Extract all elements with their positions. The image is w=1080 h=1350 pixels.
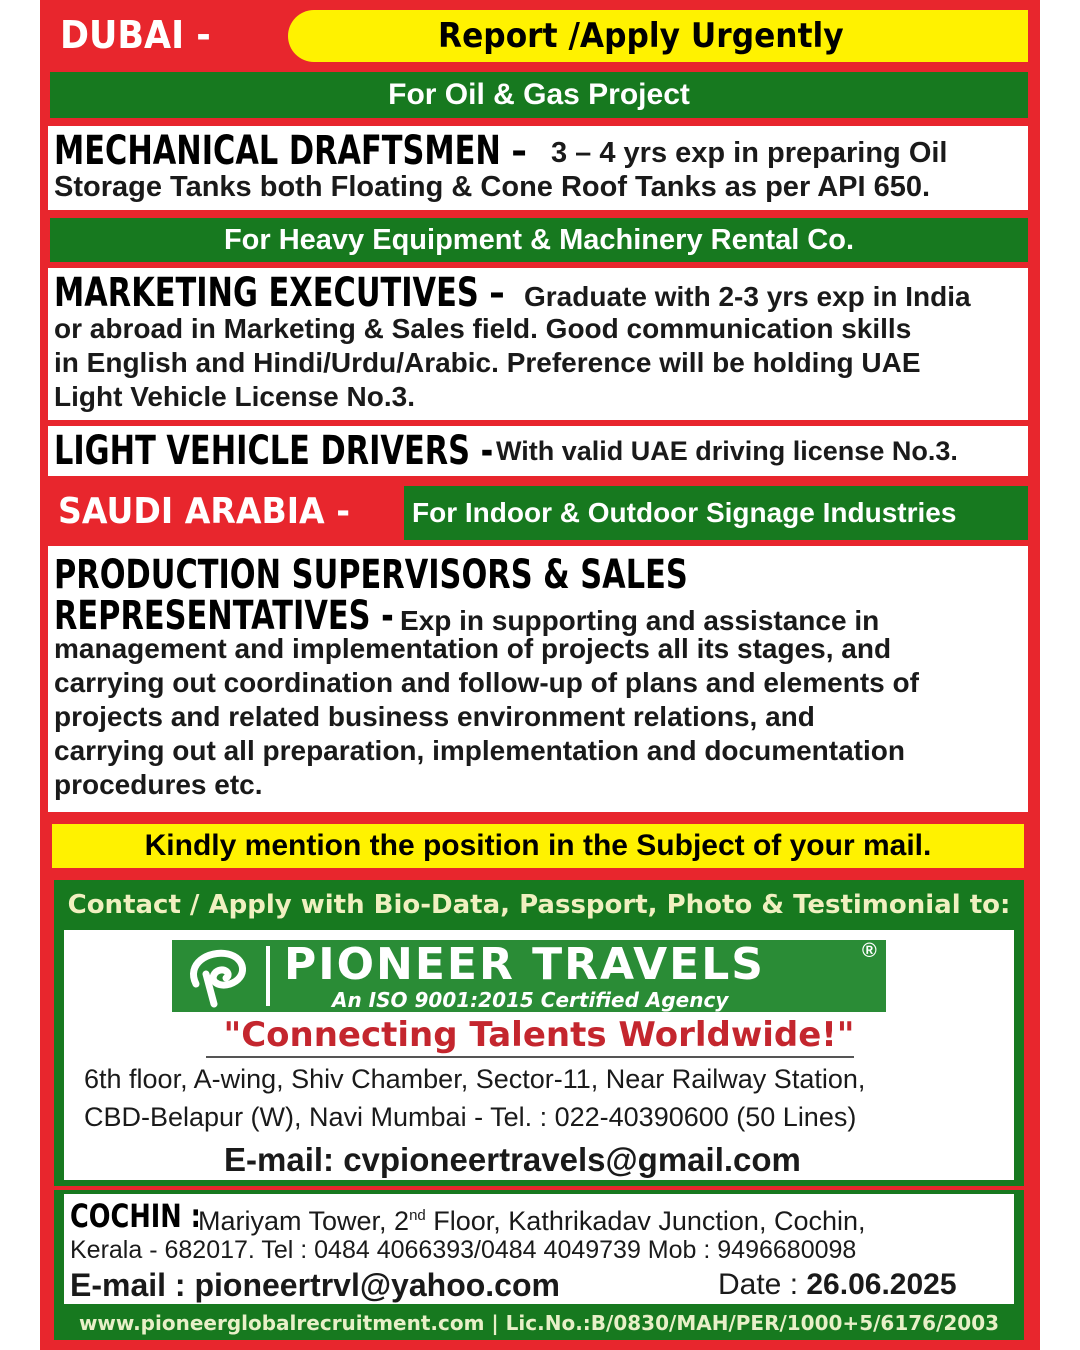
saudi-label: SAUDI ARABIA - [58,491,350,532]
job-desc-line: management and implementation of projects all its stages, and [54,633,892,664]
contact-block [54,880,1024,1186]
dubai-label: DUBAI - [60,13,211,57]
job-card-production-supervisors [48,546,1028,812]
job-desc-line: procedures etc. [54,769,263,800]
date-value: 26.06.2025 [806,1268,957,1301]
job-title: MECHANICAL DRAFTSMEN – [54,128,527,174]
job-card-mechanical-draftsmen [48,126,1028,210]
brand-logo [172,940,886,1012]
date-label: Date : [718,1268,807,1301]
pioneer-logo-icon [178,944,260,1008]
cochin-address-part: Mariyam Tower, 2 [198,1206,410,1236]
job-desc-line: carrying out coordination and follow-up of plans and elements of [54,667,919,698]
address-line: CBD-Belapur (W), Navi Mumbai - Tel. : 022-40390600 (50 Lines) [84,1102,857,1132]
job-card-light-vehicle-drivers [48,426,1028,476]
footer-line[interactable]: www.pioneerglobalrecruitment.com | Lic.No.:B/0830/MAH/PER/1000+5/6176/2003 [78,1311,1000,1335]
job-title: LIGHT VEHICLE DRIVERS - [54,428,494,474]
urgent-banner: Report /Apply Urgently [288,10,1028,62]
job-desc-line: 3 – 4 yrs exp in preparing Oil [551,137,948,169]
project-heading-signage: For Indoor & Outdoor Signage Industries [404,486,1028,540]
brand-name: PIONEER TRAVELS [284,939,765,990]
job-desc-line: With valid UAE driving license No.3. [496,436,958,466]
job-title: MARKETING EXECUTIVES – [54,270,505,316]
cochin-phone-line: Kerala - 682017. Tel : 0484 4066393/0484 4049739 Mob : 9496680098 [70,1236,857,1264]
job-title: PRODUCTION SUPERVISORS & SALES [54,552,688,598]
logo-divider [266,946,270,1006]
job-card-marketing-executives [48,268,1028,420]
job-desc-line: Storage Tanks both Floating & Cone Roof Tanks as per API 650. [54,171,931,203]
cochin-address-line [70,1196,866,1236]
project-heading-oil-gas: For Oil & Gas Project [50,72,1028,118]
address-line: 6th floor, A-wing, Shiv Chamber, Sector-11, Near Railway Station, [84,1064,866,1094]
job-desc-line: Graduate with 2-3 yrs exp in India [524,281,971,312]
job-desc-line: projects and related business environment relations, and [54,701,815,732]
job-desc-line: carrying out all preparation, implementation and documentation [54,735,905,766]
job-title: REPRESENTATIVES - [54,593,394,639]
tagline: "Connecting Talents Worldwide!" [223,1015,855,1055]
contact-heading: Contact / Apply with Bio-Data, Passport, Photo & Testimonial to: [67,890,1011,920]
cochin-address-sup: nd [409,1207,426,1224]
tagline-underline [206,1056,854,1058]
cochin-block [54,1190,1024,1340]
cochin-email[interactable]: E-mail : pioneertrvl@yahoo.com [70,1267,560,1303]
brand-certified: An ISO 9001:2015 Certified Agency [332,988,729,1012]
contact-email[interactable]: E-mail: cvpioneertravels@gmail.com [224,1141,801,1178]
job-desc-line: Exp in supporting and assistance in [400,605,880,636]
registered-mark: ® [862,940,877,962]
cochin-date [718,1266,957,1304]
project-heading-heavy-equipment: For Heavy Equipment & Machinery Rental Co. [50,218,1028,262]
cochin-label: COCHIN : [70,1197,201,1235]
job-desc-line: Light Vehicle License No.3. [54,381,415,412]
cochin-address-part: Floor, Kathrikadav Junction, Cochin, [425,1206,866,1236]
job-desc-line: or abroad in Marketing & Sales field. Good communication skills [54,313,912,344]
job-desc-line: in English and Hindi/Urdu/Arabic. Preference will be holding UAE [54,347,921,378]
notice-banner: Kindly mention the position in the Subject of your mail. [52,824,1024,868]
